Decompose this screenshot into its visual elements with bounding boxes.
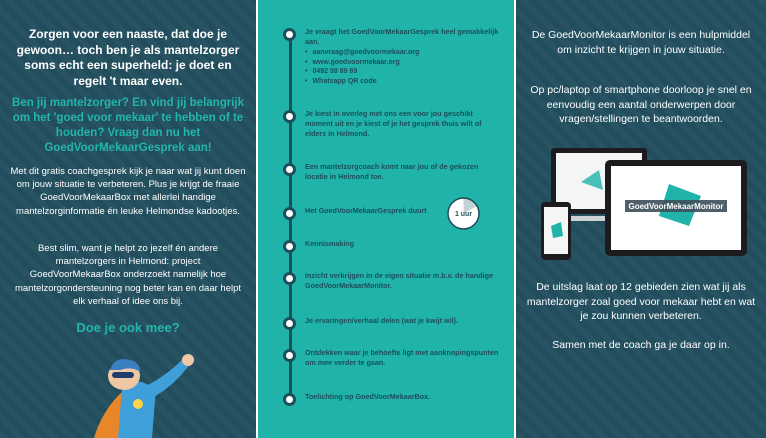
- timeline-dot: [283, 28, 296, 41]
- step-text: Kennismaking: [305, 239, 355, 248]
- timeline-dot: [283, 349, 296, 362]
- step-text: Ontdekken waar je behoefte ligt met aanknopingspunten om mee verder te gaan.: [305, 348, 499, 367]
- monitor-intro: De GoedVoorMekaarMonitor is een hulpmiddel om inzicht te krijgen in jouw situatie.: [531, 29, 751, 56]
- step-text: Toelichting op GoedVoorMekaarBox.: [305, 392, 431, 401]
- clock-icon: [447, 197, 480, 230]
- step-text: Een mantelzorgcoach komt naar jou of de gekozen locatie in Helmond toe.: [305, 162, 479, 181]
- step-text: Je ervaringen/verhaal delen (wat je kwijt wil).: [305, 316, 458, 325]
- devices-illustration: [541, 146, 751, 266]
- contact-whatsapp[interactable]: • Whatsapp QR code: [305, 77, 501, 87]
- coaching-paragraph: Met dit gratis coachgesprek kijk je naar wat jij kunt doen om jouw situatie te verbeteren. Plus je krijgt de fraaie GoedVoorMekaarBox met allerlei handige mantelzorginformatie én leuke Helmondse kadootjes.: [10, 166, 246, 217]
- superhero-illustration: [84, 340, 204, 438]
- question-text: Ben jij mantelzorger? En vind jij belangrijk om het 'goed voor mekaar' te hebben of te houden? Vraag dan nu het GoedVoorMekaarGesprek aan!: [12, 97, 244, 154]
- monitor-logo-text: GoedVoorMekaarMonitor: [628, 202, 724, 211]
- step-text: Je kiest in overleg met ons een voor jou geschikt moment uit en je kiest of je het gesprek thuis wilt of elders in Helmond.: [305, 109, 482, 138]
- timeline-dot: [283, 393, 296, 406]
- timeline-dot: [283, 317, 296, 330]
- monitor-image: [605, 160, 747, 256]
- monitor-result: De uitslag laat op 12 gebieden zien wat jij als mantelzorger zoal goed voor mekaar hebt en wat je zou kunnen verbeteren.: [526, 281, 756, 322]
- timeline-dot: [283, 110, 296, 123]
- step-text: Inzicht verkrijgen in de eigen situatie m.b.v. de handige GoedVoorMekaarMonitor.: [305, 271, 493, 290]
- timeline-dot: [283, 163, 296, 176]
- step-text: Het GoedVoorMekaarGesprek duurt: [305, 206, 427, 215]
- intro-text: Zorgen voor een naaste, dat doe je gewoon… toch ben je als mantelzorger soms echt een superheld: je doet en regelt 't maar even.: [16, 27, 240, 88]
- contact-email[interactable]: • aanvraag@goedvoormekaar.org: [305, 48, 501, 58]
- timeline-dot: [283, 272, 296, 285]
- coach-note: Samen met de coach ga je daar op in.: [552, 339, 730, 351]
- timeline-dot: [283, 240, 296, 253]
- clock-label: 1 uur: [454, 211, 473, 218]
- contact-website[interactable]: • www.goedvoormekaar.org: [305, 58, 501, 68]
- timeline-dot: [283, 207, 296, 220]
- project-paragraph: Best slim, want je helpt zo jezelf én andere mantelzorgers in Helmond: project GoedVoorMekaarBox onderzoekt namelijk hoe mantelzorgondersteuning nog beter kan en daar helpt elk verhaal of idee ons bij.: [14, 243, 242, 307]
- phone-image: [541, 202, 571, 260]
- contact-phone[interactable]: • 0492 59 89 89: [305, 67, 501, 77]
- contact-list: [305, 48, 501, 86]
- monitor-usage: Op pc/laptop of smartphone doorloop je snel en eenvoudig een aantal onderwerpen door vragen/stellingen te beantwoorden.: [530, 84, 752, 125]
- left-panel: [0, 0, 256, 438]
- call-to-action: Doe je ook mee?: [76, 320, 180, 335]
- step-text: Je vraagt het GoedVoorMekaarGesprek heel gemakkelijk aan.: [305, 27, 499, 46]
